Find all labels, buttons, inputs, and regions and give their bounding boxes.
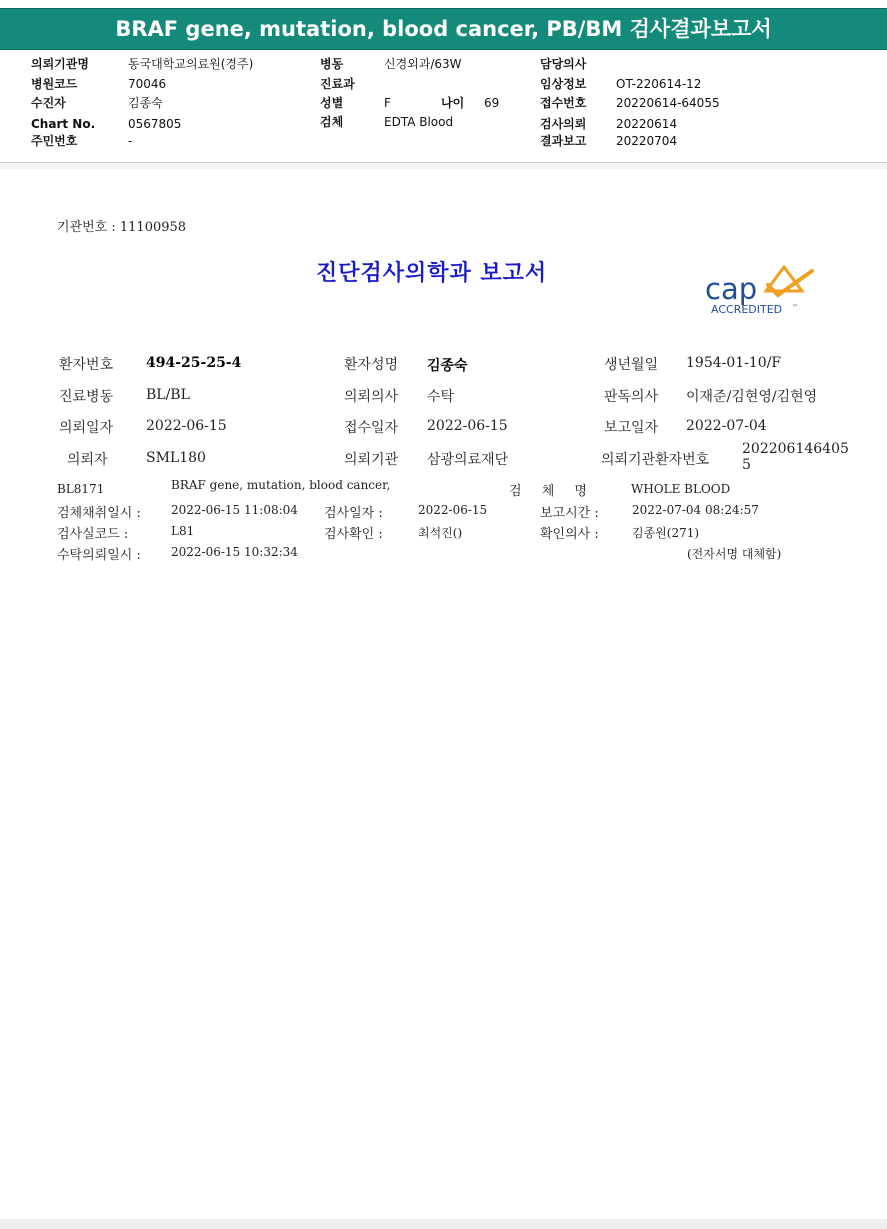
value-confirming-doctor: 김종원(271): [632, 526, 700, 540]
header-label-hospital-code: 병원코드: [31, 77, 78, 91]
value-requester: SML180: [146, 450, 206, 466]
institution-number: 기관번호 : 11100958: [57, 220, 187, 235]
label-report-time: 보고시간 :: [540, 506, 599, 521]
value-reading-doctor: 이재준/김현영/김현영: [686, 389, 818, 405]
label-requesting-doctor: 의뢰의사: [344, 389, 399, 405]
header-label-department: 진료과: [320, 77, 355, 91]
label-outsourced-request-datetime: 수탁의뢰일시 :: [57, 548, 141, 563]
checkmark-triangle-icon: [704, 265, 819, 317]
test-name: BRAF gene, mutation, blood cancer,: [171, 478, 391, 492]
label-requesting-institution: 의뢰기관: [344, 452, 399, 468]
label-institution-patient-no: 의뢰기관환자번호: [601, 452, 710, 468]
value-requesting-institution: 삼광의료재단: [427, 452, 509, 468]
electronic-signature-note: (전자서명 대체함): [687, 547, 782, 561]
specimen-label: 검 체 명: [509, 484, 587, 499]
label-lab-code: 검사실코드 :: [57, 527, 129, 542]
header-value-ward: 신경외과/63W: [384, 57, 462, 71]
header-value-institution: 동국대학교의료원(경주): [128, 57, 254, 71]
header-value-patient: 김종숙: [128, 96, 163, 110]
value-request-date: 2022-06-15: [146, 418, 227, 434]
header-label-ward: 병동: [320, 57, 344, 71]
header-label-clinical-info: 임상정보: [540, 77, 587, 91]
value-lab-code: L81: [171, 524, 195, 538]
header-value-hospital-code: 70046: [128, 77, 167, 91]
header-label-age: 나이: [441, 96, 465, 110]
cap-accredited-logo: [704, 265, 819, 317]
cap-logo-word: cap: [705, 272, 758, 306]
value-birthdate: 1954-01-10/F: [686, 355, 782, 371]
label-ward: 진료병동: [59, 389, 114, 405]
value-test-confirmation: 최석진(): [418, 526, 463, 540]
value-ward: BL/BL: [146, 387, 190, 403]
label-collection-datetime: 검체채취일시 :: [57, 506, 141, 521]
value-patient-name: 김종숙: [427, 358, 468, 374]
report-header-title: BRAF gene, mutation, blood cancer, PB/BM 검사결과보고서: [0, 8, 887, 50]
header-value-clinical-info: OT-220614-12: [616, 77, 702, 91]
label-request-date: 의뢰일자: [59, 420, 114, 436]
header-label-result-report: 결과보고: [540, 134, 587, 148]
label-test-date: 검사일자 :: [324, 506, 383, 521]
label-patient-no: 환자번호: [59, 357, 114, 373]
page-bottom-shadow: [0, 1219, 887, 1229]
header-value-test-request: 20220614: [616, 117, 678, 131]
header-value-resident-no: -: [128, 134, 133, 148]
label-requester: 의뢰자: [67, 452, 108, 468]
header-label-resident-no: 주민번호: [31, 134, 78, 148]
report-title: 진단검사의학과 보고서: [316, 260, 548, 286]
cap-logo-tm: ™: [792, 304, 798, 311]
label-patient-name: 환자성명: [344, 357, 399, 373]
header-value-specimen: EDTA Blood: [384, 115, 454, 129]
label-report-date: 보고일자: [604, 420, 659, 436]
test-code: BL8171: [57, 482, 105, 496]
value-outsourced-request-datetime: 2022-06-15 10:32:34: [171, 545, 298, 559]
header-label-receipt-no: 접수번호: [540, 96, 587, 110]
header-label-institution: 의뢰기관명: [31, 57, 89, 71]
label-reading-doctor: 판독의사: [604, 389, 659, 405]
specimen-value: WHOLE BLOOD: [631, 482, 731, 496]
value-receipt-date: 2022-06-15: [427, 418, 508, 434]
header-value-sex: F: [384, 96, 391, 110]
header-value-age: 69: [484, 96, 500, 110]
cap-logo-sub: ACCREDITED: [711, 303, 783, 316]
label-test-confirmation: 검사확인 :: [324, 527, 383, 542]
header-label-test-request: 검사의뢰: [540, 117, 587, 131]
header-value-receipt-no: 20220614-64055: [616, 96, 720, 110]
value-report-time: 2022-07-04 08:24:57: [632, 503, 759, 517]
header-label-patient: 수진자: [31, 96, 66, 110]
value-institution-patient-no-line1: 202206146405: [742, 441, 849, 457]
value-patient-no: 494-25-25-4: [146, 355, 242, 371]
label-confirming-doctor: 확인의사 :: [540, 527, 599, 542]
header-label-chart-no: Chart No.: [31, 117, 96, 131]
header-value-chart-no: 0567805: [128, 117, 182, 131]
label-receipt-date: 접수일자: [344, 420, 399, 436]
value-requesting-doctor: 수탁: [427, 389, 455, 405]
header-label-physician: 담당의사: [540, 57, 587, 71]
value-test-date: 2022-06-15: [418, 503, 488, 517]
label-birthdate: 생년월일: [604, 357, 659, 373]
header-label-sex: 성별: [320, 96, 344, 110]
header-shadow: [0, 163, 887, 169]
header-value-result-report: 20220704: [616, 134, 678, 148]
value-institution-patient-no-line2: 5: [742, 457, 751, 473]
header-label-specimen: 검체: [320, 115, 344, 129]
value-collection-datetime: 2022-06-15 11:08:04: [171, 503, 298, 517]
value-report-date: 2022-07-04: [686, 418, 767, 434]
